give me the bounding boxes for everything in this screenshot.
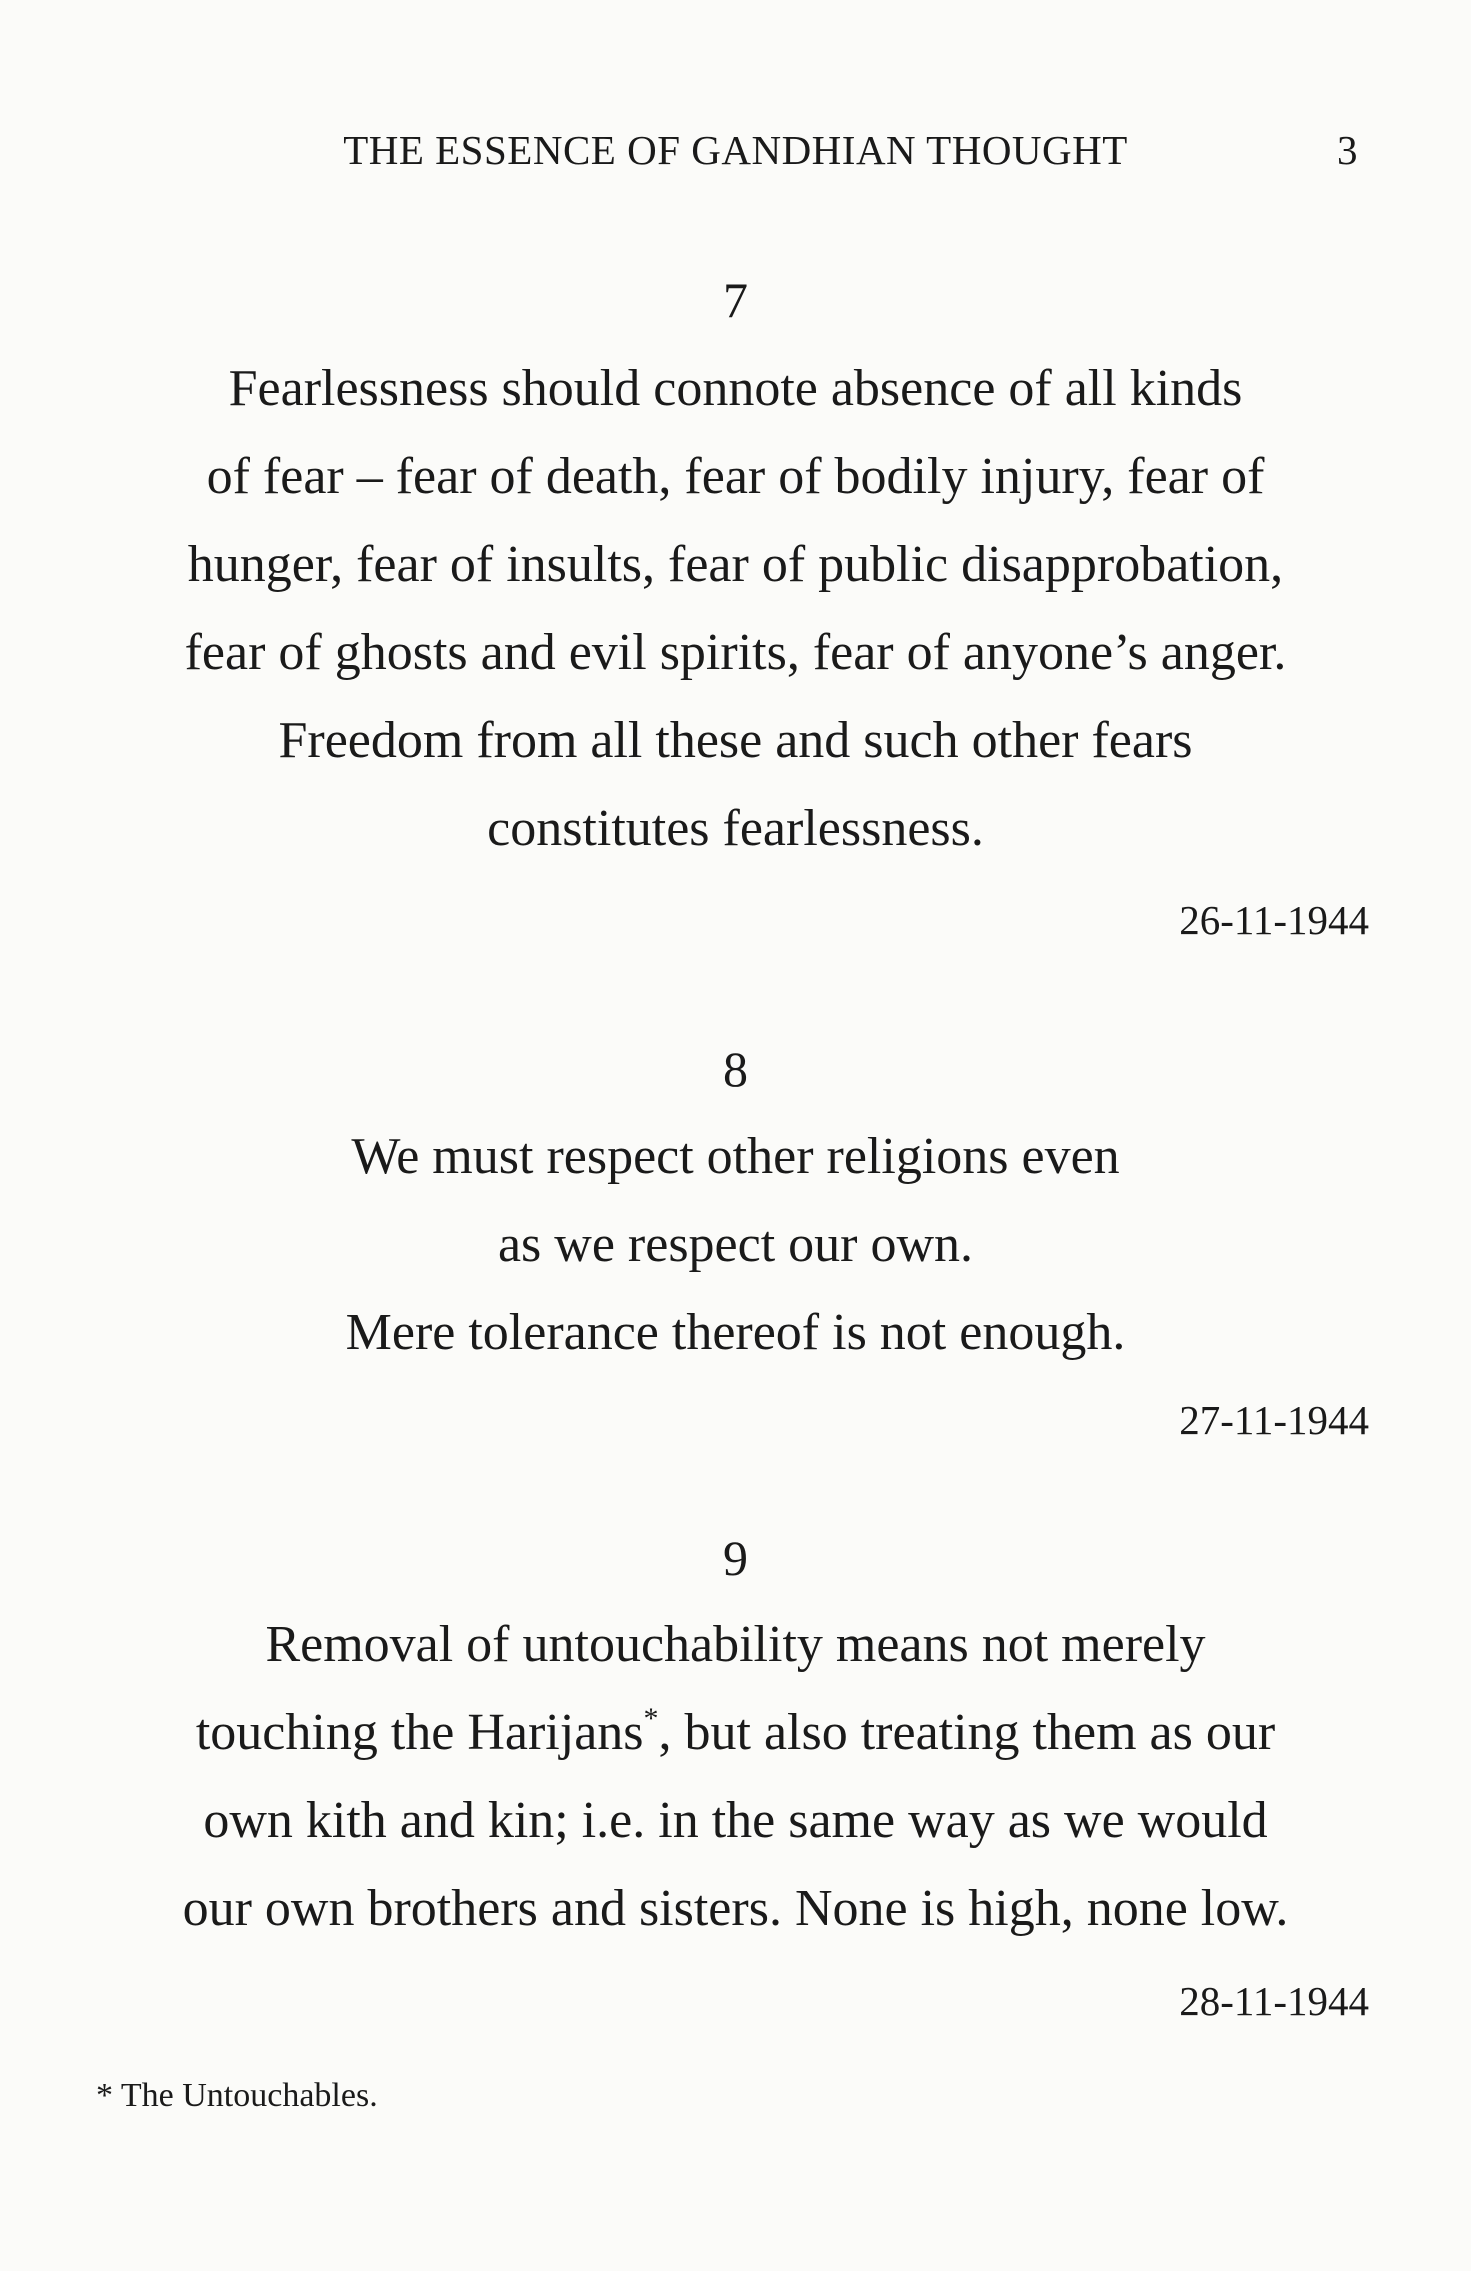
entry-number: 9	[723, 1530, 748, 1586]
entry-text	[80, 1601, 1391, 1953]
entry-text-segment: , but also treating them as our	[658, 1704, 1276, 1761]
entry-line: Fearlessness should connote absence of all kinds	[228, 360, 1243, 417]
running-title: THE ESSENCE OF GANDHIAN THOUGHT	[343, 127, 1128, 173]
entry-line: Mere tolerance thereof is not enough.	[345, 1304, 1126, 1361]
entry-number: 8	[723, 1041, 748, 1097]
entry-line: constitutes fearlessness.	[487, 800, 984, 857]
page-number: 3	[1337, 127, 1358, 173]
footnote: * The Untouchables.	[96, 2077, 378, 2114]
entry-line: own kith and kin; i.e. in the same way as we would	[203, 1792, 1268, 1849]
entry-text	[80, 345, 1391, 873]
entry-line: our own brothers and sisters. None is high, none low.	[182, 1880, 1289, 1937]
entry-line	[80, 1689, 1391, 1777]
entry-date: 26-11-1944	[1179, 897, 1369, 943]
entry-date: 27-11-1944	[1179, 1397, 1369, 1443]
footnote-marker: *	[643, 1702, 659, 1735]
entry-line: Removal of untouchability means not merely	[265, 1616, 1206, 1673]
entry-line: hunger, fear of insults, fear of public disapprobation,	[187, 536, 1284, 593]
entry-line: as we respect our own.	[497, 1216, 974, 1273]
entry-number: 7	[723, 272, 748, 328]
entry-line: Freedom from all these and such other fears	[278, 712, 1193, 769]
entry-text-segment: touching the Harijans	[195, 1704, 644, 1761]
entry-line: of fear – fear of death, fear of bodily injury, fear of	[206, 448, 1265, 505]
entry-line: We must respect other religions even	[351, 1128, 1120, 1185]
entry-date: 28-11-1944	[1179, 1978, 1369, 2024]
entry-text	[80, 1113, 1391, 1377]
entry-line: fear of ghosts and evil spirits, fear of anyone’s anger.	[184, 624, 1287, 681]
